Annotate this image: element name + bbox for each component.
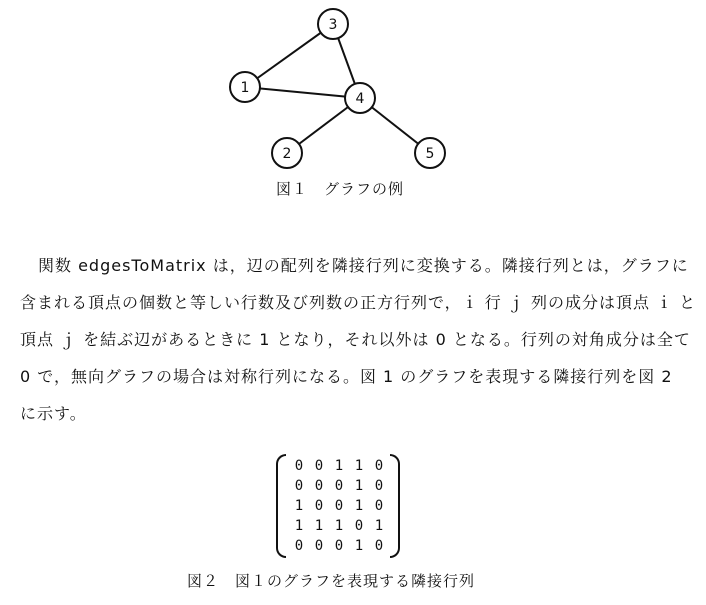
graph-figure: [0, 0, 706, 178]
matrix-cell: 1: [314, 518, 324, 534]
paragraph-line: 頂点 ｊ を結ぶ辺があるときに 1 となり，それ以外は 0 となる。行列の対角成分は全て: [20, 330, 691, 349]
matrix-cell: 0: [314, 538, 324, 554]
matrix-cell: 1: [334, 458, 344, 474]
figure2-caption: 図２ 図１のグラフを表現する隣接行列: [187, 572, 476, 590]
adjacency-matrix: [276, 454, 400, 560]
node-label: 3: [328, 17, 338, 33]
matrix-cell: 0: [314, 478, 324, 494]
matrix-cell: 0: [294, 458, 304, 474]
matrix-cell: 0: [354, 518, 364, 534]
matrix-cell: 1: [374, 518, 384, 534]
matrix-cell: 1: [354, 538, 364, 554]
matrix-cell: 1: [354, 458, 364, 474]
node-label: 1: [240, 80, 250, 96]
left-bracket: [276, 454, 286, 558]
graph-edges: [245, 24, 430, 153]
paragraph-line: 0 で，無向グラフの場合は対称行列になる。図 1 のグラフを表現する隣接行列を図 2: [20, 367, 673, 386]
matrix-cell: 0: [374, 498, 384, 514]
matrix-cell: 0: [334, 498, 344, 514]
graph-node-2: [272, 138, 302, 168]
matrix-cell: 1: [294, 498, 304, 514]
matrix-cell: 0: [374, 538, 384, 554]
graph-node-5: [415, 138, 445, 168]
matrix-cell: 0: [334, 538, 344, 554]
matrix-cell: 0: [294, 538, 304, 554]
right-bracket: [390, 454, 400, 558]
matrix-cell: 0: [374, 478, 384, 494]
graph-node-3: [318, 9, 348, 39]
paragraph-line: 含まれる頂点の個数と等しい行数及び列数の正方行列で，ｉ 行 ｊ 列の成分は頂点 ｉ と: [20, 293, 697, 312]
matrix-cell: 0: [374, 458, 384, 474]
matrix-cell: 1: [334, 518, 344, 534]
graph-node-1: [230, 72, 260, 102]
figure1-caption: 図１ グラフの例: [276, 180, 405, 198]
body-paragraph: [20, 247, 697, 432]
matrix-cell: 1: [354, 478, 364, 494]
graph-edge: [245, 24, 333, 87]
matrix-cell: 0: [314, 458, 324, 474]
matrix-cell: 1: [354, 498, 364, 514]
graph-node-4: [345, 83, 375, 113]
paragraph-line: 関数 edgesToMatrix は，辺の配列を隣接行列に変換する。隣接行列とは，グラフに: [38, 256, 689, 275]
matrix-cell: 0: [314, 498, 324, 514]
matrix-cell: 0: [334, 478, 344, 494]
paragraph-line: に示す。: [20, 404, 87, 423]
matrix-cell: 0: [294, 478, 304, 494]
node-label: 2: [282, 146, 292, 162]
node-label: 4: [355, 91, 365, 107]
matrix-cell: 1: [294, 518, 304, 534]
graph-edge: [245, 87, 360, 98]
node-label: 5: [425, 146, 435, 162]
matrix-grid: [289, 456, 389, 556]
